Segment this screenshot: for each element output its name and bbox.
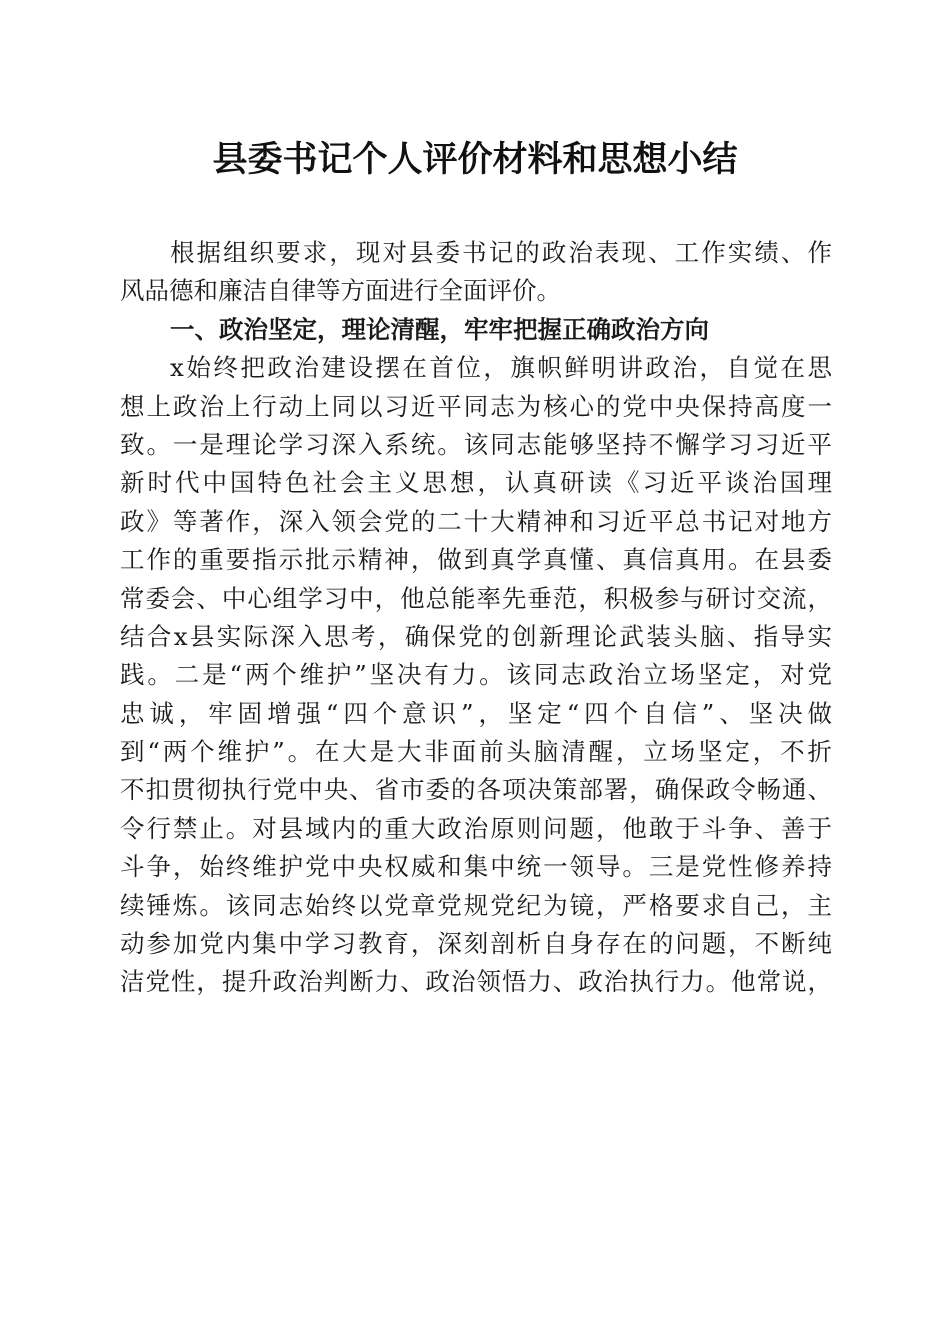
paragraph-line: 新时代中国特色社会主义思想，认真研读《习近平谈治国理: [120, 468, 832, 498]
paragraph-line: 风品德和廉洁自律等方面进行全面评价。: [120, 276, 561, 306]
paragraph-line: 想上政治上行动上同以习近平同志为核心的党中央保持高度一: [120, 391, 832, 421]
paragraph-line: 续锤炼。该同志始终以党章党规党纪为镜，严格要求自己，主: [120, 890, 832, 920]
paragraph-line: 不扣贯彻执行党中央、省市委的各项决策部署，确保政令畅通、: [120, 775, 832, 805]
document-body: [120, 234, 832, 1002]
paragraph-line: 政》等著作，深入领会党的二十大精神和习近平总书记对地方: [120, 506, 832, 536]
paragraph-line: 到“两个维护”。在大是大非面前头脑清醒，立场坚定，不折: [120, 737, 832, 767]
paragraph-line: 结合x县实际深入思考，确保党的创新理论武装头脑、指导实: [120, 621, 832, 651]
paragraph-line: 令行禁止。对县域内的重大政治原则问题，他敢于斗争、善于: [120, 813, 832, 843]
paragraph-line: 斗争，始终维护党中央权威和集中统一领导。三是党性修养持: [120, 852, 832, 882]
section-heading: 一、政治坚定，理论清醒，牢牢把握正确政治方向: [170, 314, 709, 344]
paragraph-line: 工作的重要指示批示精神，做到真学真懂、真信真用。在县委: [120, 545, 832, 575]
paragraph-line: 常委会、中心组学习中，他总能率先垂范，积极参与研讨交流，: [120, 583, 832, 613]
document-title: 县委书记个人评价材料和思想小结: [212, 139, 738, 180]
paragraph-line: 忠诚，牢固增强“四个意识”，坚定“四个自信”、坚决做: [120, 698, 832, 728]
paragraph-line: 洁党性，提升政治判断力、政治领悟力、政治执行力。他常说，: [120, 967, 832, 997]
paragraph-line: 根据组织要求，现对县委书记的政治表现、工作实绩、作: [170, 238, 832, 267]
paragraph-line: 动参加党内集中学习教育，深刻剖析自身存在的问题，不断纯: [120, 929, 832, 959]
paragraph-line: 践。二是“两个维护”坚决有力。该同志政治立场坚定，对党: [120, 660, 832, 690]
paragraph-line: 致。一是理论学习深入系统。该同志能够坚持不懈学习习近平: [120, 429, 832, 459]
paragraph-line: x始终把政治建设摆在首位，旗帜鲜明讲政治，自觉在思: [170, 353, 832, 383]
